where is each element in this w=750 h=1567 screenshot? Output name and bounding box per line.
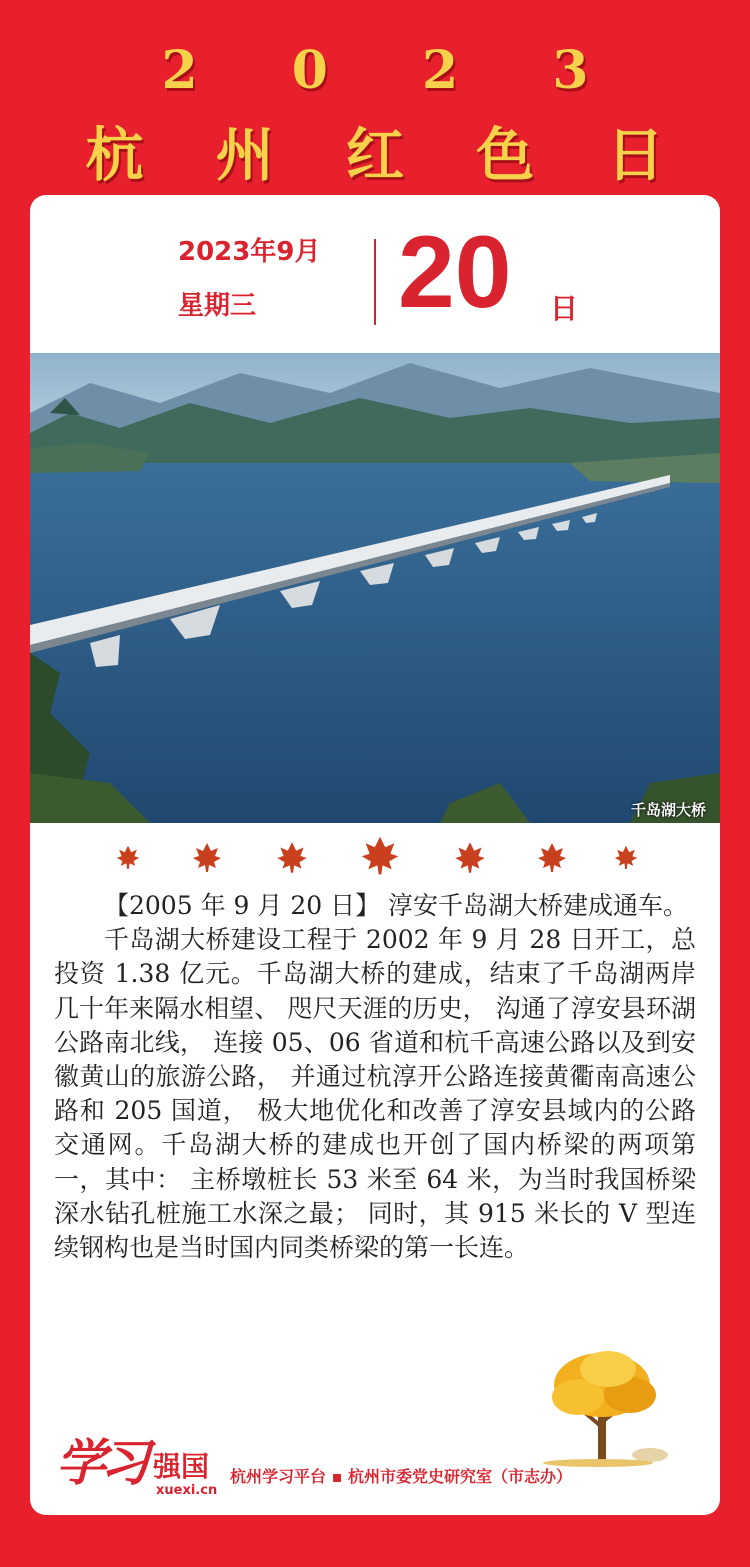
day-number: 20: [398, 215, 512, 329]
calendar-year: 2 0 2 3: [161, 40, 627, 101]
autumn-tree-icon: [538, 1347, 688, 1467]
article-paragraph-1: 【2005 年 9 月 20 日】 淳安千岛湖大桥建成通车。: [104, 891, 689, 920]
weekday: 星期三: [178, 291, 257, 321]
article-body: [54, 889, 696, 1265]
article-paragraph-2: 千岛湖大桥建设工程于 2002 年 9 月 28 日开工，总投资 1.38 亿元。千岛湖大桥的建成，结束了千岛湖两岸几十年来隔水相望、 咫尺天涯的历史， 沟通了淳安县环湖公路南北线， 连接 05、06 省道和杭千高速公路以及到安徽黄山的旅游公路， 并通过杭淳开公路连接黄衢南高速公路和 205 国道， 极大地优化和改善了淳安县域内的公路交通网。千岛湖大桥的建成也开创了国内桥梁的两项第一，其中： 主桥墩桩长 53 米至 64 米，为当时我国桥梁深水钻孔桩施工水深之最； 同时，其 915 米长的 V 型连续钢构也是当时国内同类桥梁的第一长连。: [54, 925, 696, 1263]
footer-sources: 杭州学习平台 ▪ 杭州市委党史研究室（市志办）: [230, 1467, 572, 1486]
year-month: 2023年9月: [178, 237, 321, 267]
day-unit: 日: [550, 292, 579, 325]
xuexi-logo: 学习: [56, 1433, 144, 1492]
maple-leaf-icon: [117, 846, 139, 869]
maple-leaf-icon: [362, 837, 398, 875]
xuexi-logo-text: 强国: [153, 1450, 210, 1483]
maple-leaf-icon: [277, 842, 306, 872]
maple-leaf-icon: [615, 846, 637, 869]
maple-leaf-divider: [30, 835, 720, 875]
calendar-card: [30, 195, 720, 1515]
bridge-photo: [30, 353, 720, 823]
xuexi-url: xuexi.cn: [156, 1483, 218, 1498]
photo-caption: 千岛湖大桥: [630, 801, 706, 819]
calendar-title: 杭 州 红 色 日: [85, 121, 691, 189]
maple-leaf-icon: [455, 842, 484, 872]
maple-leaf-icon: [193, 843, 221, 872]
maple-leaf-icon: [538, 843, 566, 872]
date-divider: [374, 239, 376, 325]
